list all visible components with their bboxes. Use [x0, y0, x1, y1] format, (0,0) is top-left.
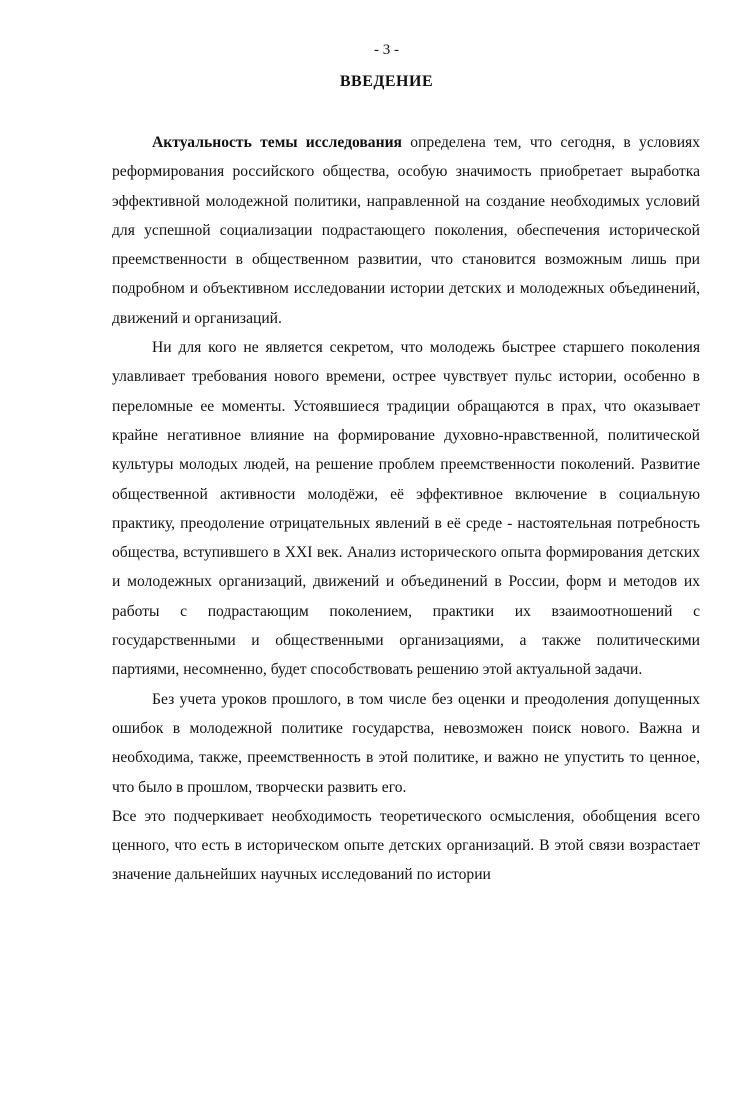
paragraph: Ни для кого не является секретом, что молодежь быстрее старшего поколения улавливает требования нового времени, острее чувствует пульс истории, особенно в переломные ее моменты. Устоявшиеся традиции обращаются в прах, что оказывает крайне негативное влияние на формирование духовно-нравственной, политической культуры молодых людей, на решение проблем преемственности поколений. Развитие общественной активности молодёжи, её эффективное включение в социальную практику, преодоление отрицательных явлений в её среде - настоятельная потребность общества, вступившего в XXI век. Анализ исторического опыта формирования детских и молодежных организаций, движений и объединений в России, форм и методов их работы с подрастающим поколением, практики их взаимоотношений с государственными и общественными организациями, а также политическими партиями, несомненно, будет способствовать решению этой актуальной задачи.: [112, 339, 700, 679]
paragraph: Без учета уроков прошлого, в том числе без оценки и преодоления допущенных ошибок в молодежной политике государства, невозможен поиск нового. Важна и необходима, также, преемственность в этой политике, и важно не упустить то ценное, что было в прошлом, творчески развить его.: [112, 690, 700, 796]
page-number: - 3 -: [374, 42, 399, 58]
paragraph-lead: Актуальность темы исследования: [152, 134, 402, 151]
body-text: [112, 128, 700, 890]
paragraph: Все это подчеркивает необходимость теоретического осмысления, обобщения всего ценного, что есть в историческом опыте детских организаций. В этой связи возрастает значение дальнейших научных исследований по истории: [112, 807, 700, 884]
paragraph-relevance: [112, 128, 700, 333]
section-heading: ВВЕДЕНИЕ: [339, 73, 434, 90]
paragraph-text: определена тем, что сегодня, в условиях реформирования российского общества, особую значимость приобретает выработка эффективной молодежной политики, направленной на создание необходимых условий для успешной социализации подрастающего поколения, обеспечения исторической преемственности в общественном развитии, что становится возможным лишь при подробном и объективном исследовании истории детских и молодежных объединений, движений и организаций.: [112, 134, 701, 327]
